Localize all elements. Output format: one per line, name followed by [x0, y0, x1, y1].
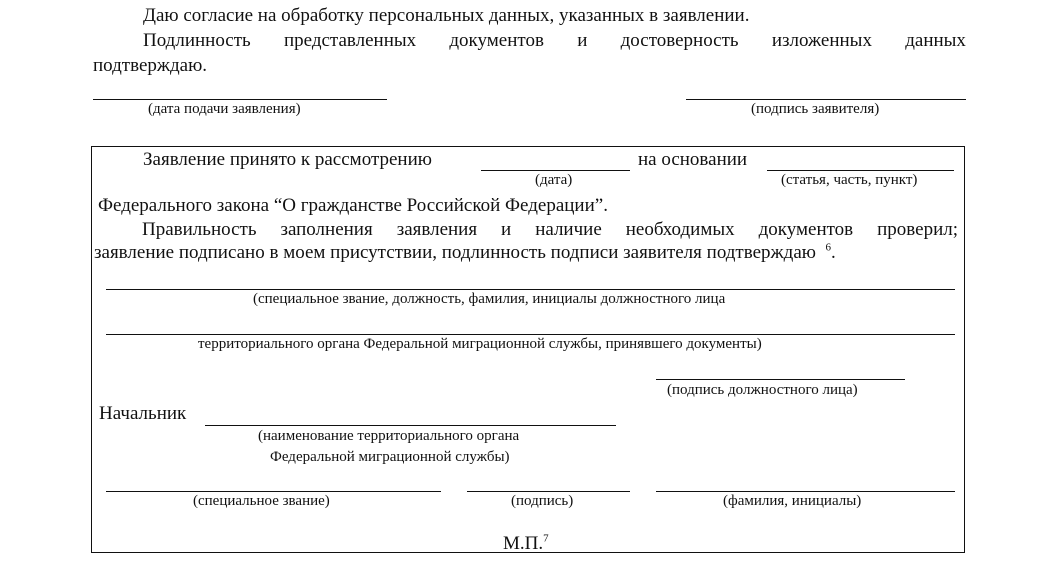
official-signature-line [656, 379, 905, 380]
authenticity-word: Подлинность [143, 30, 251, 51]
acceptance-date-line [481, 170, 630, 171]
on-basis-label: на основании [638, 149, 748, 170]
authenticity-word: представленных [283, 30, 417, 51]
check-word: необходимых [625, 219, 735, 240]
sign-line [467, 491, 630, 492]
check-word: заявления [396, 219, 478, 240]
check-word: наличие [535, 219, 602, 240]
check-word: заполнения [280, 219, 373, 240]
authenticity-word: и [577, 30, 588, 51]
signed-text-body: заявление подписано в моем присутствии, подлинность подписи заявителя подтверждаю [94, 242, 816, 263]
authenticity-word: данных [905, 30, 966, 51]
organ-caption: территориального органа Федеральной миграционной службы, принявшего документы) [198, 336, 762, 352]
applicant-signature-line [686, 99, 966, 100]
authenticity-end: подтверждаю. [93, 55, 208, 76]
application-date-line [93, 99, 387, 100]
accepted-label: Заявление принято к рассмотрению [143, 149, 432, 170]
official-signature-caption: (подпись должностного лица) [667, 382, 858, 398]
consent-text: Даю согласие на обработку персональных данных, указанных в заявлении. [143, 5, 750, 26]
rank-caption: (специальное звание) [193, 493, 330, 509]
rank-line [106, 491, 441, 492]
application-date-caption: (дата подачи заявления) [148, 101, 301, 117]
signed-text-period: . [830, 242, 836, 263]
stamp-text: М.П. [503, 533, 544, 554]
name-caption: (фамилия, инициалы) [723, 493, 862, 509]
signed-text [94, 243, 836, 262]
official-line [106, 289, 955, 290]
check-word: Правильность [142, 219, 257, 240]
official-caption: (специальное звание, должность, фамилия, инициалы должностного лица [253, 291, 726, 307]
footnote-6: 6 [825, 241, 831, 254]
applicant-signature-caption: (подпись заявителя) [751, 101, 880, 117]
article-line [767, 170, 954, 171]
stamp-label [503, 534, 549, 553]
organ-name-caption-1: (наименование территориального органа [258, 428, 520, 444]
chief-label: Начальник [99, 403, 187, 424]
organ-line [106, 334, 955, 335]
sign-caption: (подпись) [511, 493, 574, 509]
check-word: проверил; [877, 219, 958, 240]
law-text: Федерального закона “О гражданстве Российской Федерации”. [98, 195, 608, 216]
organ-name-caption-2: Федеральной миграционной службы) [270, 449, 510, 465]
acceptance-date-caption: (дата) [535, 172, 573, 188]
check-word: и [501, 219, 512, 240]
check-word: документов [758, 219, 854, 240]
footnote-7: 7 [543, 532, 549, 545]
check-line [142, 220, 958, 239]
article-caption: (статья, часть, пункт) [781, 172, 918, 188]
authenticity-word: достоверность [620, 30, 739, 51]
name-line [656, 491, 955, 492]
authenticity-line [143, 31, 966, 50]
authenticity-word: документов [449, 30, 544, 51]
organ-name-line [205, 425, 616, 426]
authenticity-word: изложенных [771, 30, 872, 51]
